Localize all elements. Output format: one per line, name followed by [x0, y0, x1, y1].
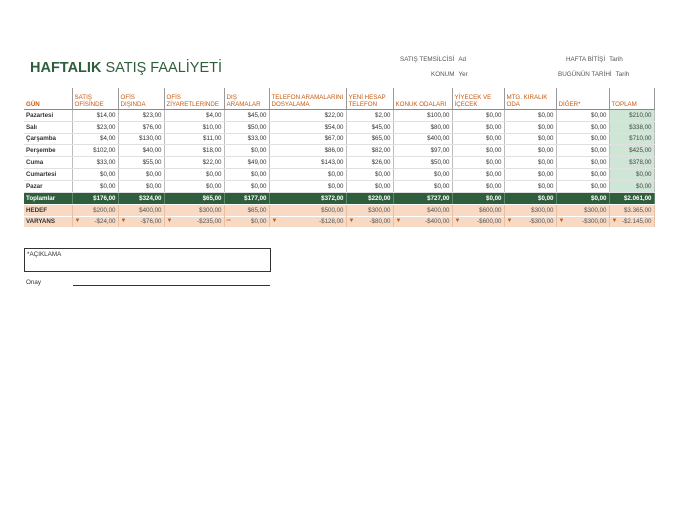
target-cell[interactable]: $400,00 [118, 205, 164, 216]
value-cell[interactable]: $400,00 [393, 133, 452, 145]
header-row [24, 88, 654, 110]
variance-value: -$80,00 [369, 218, 391, 226]
table-row [24, 180, 654, 192]
value-cell[interactable]: $97,00 [393, 145, 452, 157]
value-cell[interactable]: $67,00 [269, 133, 346, 145]
column-header: TELEFON ARAMALARINI DOSYALAMA [269, 88, 346, 110]
value-cell[interactable]: $4,00 [72, 133, 118, 145]
value-cell[interactable]: $0,00 [504, 110, 556, 122]
variance-cell [72, 216, 118, 227]
target-cell[interactable]: $300,00 [556, 205, 609, 216]
value-cell[interactable]: $33,00 [224, 133, 269, 145]
row-total-cell[interactable]: $710,00 [609, 133, 654, 145]
value-cell[interactable]: $0,00 [72, 168, 118, 180]
value-cell[interactable]: $18,00 [164, 145, 224, 157]
value-cell[interactable]: $0,00 [118, 168, 164, 180]
total-cell: $177,00 [224, 192, 269, 204]
variance-row [24, 216, 654, 227]
value-cell[interactable]: $0,00 [393, 180, 452, 192]
target-cell[interactable]: $65,00 [224, 205, 269, 216]
day-cell: Cumartesi [24, 168, 72, 180]
total-cell: $220,00 [346, 192, 393, 204]
today-field [558, 71, 629, 78]
day-cell: Pazartesi [24, 110, 72, 122]
value-cell[interactable]: $102,00 [72, 145, 118, 157]
column-header: DİĞER* [556, 88, 609, 110]
value-cell[interactable]: $0,00 [72, 180, 118, 192]
target-label: HEDEF [24, 205, 72, 216]
value-cell[interactable]: $45,00 [224, 110, 269, 122]
total-cell: $324,00 [118, 192, 164, 204]
variance-value: $0,00 [251, 218, 267, 226]
table-row [24, 157, 654, 169]
column-header: SATIŞ OFİSİNDE [72, 88, 118, 110]
target-table [24, 205, 655, 227]
column-header: OFİS ZİYARETLERİNDE [164, 88, 224, 110]
variance-cell [609, 216, 654, 227]
table-row [24, 133, 654, 145]
column-header: OFİS DIŞINDA [118, 88, 164, 110]
value-cell[interactable]: $0,00 [452, 145, 504, 157]
value-cell[interactable]: $23,00 [72, 121, 118, 133]
variance-value: -$235,00 [197, 218, 222, 226]
row-total-cell[interactable]: $210,00 [609, 110, 654, 122]
value-cell[interactable]: $2,00 [346, 110, 393, 122]
value-cell[interactable]: $0,00 [556, 180, 609, 192]
value-cell[interactable]: $0,00 [452, 110, 504, 122]
variance-value: -$300,00 [582, 218, 607, 226]
value-cell[interactable]: $0,00 [556, 168, 609, 180]
day-cell: Pazar [24, 180, 72, 192]
down-triangle-icon: ▼ [506, 218, 513, 225]
value-cell[interactable]: $0,00 [504, 180, 556, 192]
variance-cell [164, 216, 224, 227]
variance-cell [504, 216, 556, 227]
notes-box[interactable] [24, 248, 271, 272]
value-cell[interactable]: $0,00 [556, 145, 609, 157]
totals-label: Toplamlar [24, 192, 72, 204]
down-triangle-icon: ▼ [74, 218, 81, 225]
value-cell[interactable]: $86,00 [269, 145, 346, 157]
value-cell[interactable]: $0,00 [556, 110, 609, 122]
value-cell[interactable]: $55,00 [118, 157, 164, 169]
totals-row [24, 192, 654, 204]
value-cell[interactable]: $82,00 [346, 145, 393, 157]
value-cell[interactable]: $0,00 [118, 180, 164, 192]
value-cell[interactable]: $0,00 [504, 157, 556, 169]
value-cell[interactable]: $22,00 [269, 110, 346, 122]
target-cell[interactable]: $500,00 [269, 205, 346, 216]
row-total-cell[interactable]: $378,00 [609, 157, 654, 169]
down-triangle-icon: ▼ [166, 218, 173, 225]
value-cell[interactable]: $0,00 [164, 168, 224, 180]
value-cell[interactable]: $10,00 [164, 121, 224, 133]
column-header: MTG. KIRALIK ODA [504, 88, 556, 110]
down-triangle-icon: ▼ [395, 218, 402, 225]
value-cell[interactable]: $0,00 [224, 145, 269, 157]
value-cell[interactable]: $143,00 [269, 157, 346, 169]
value-cell[interactable]: $0,00 [346, 168, 393, 180]
value-cell[interactable]: $0,00 [269, 168, 346, 180]
value-cell[interactable]: $0,00 [556, 133, 609, 145]
total-cell: $65,00 [164, 192, 224, 204]
location-label: KONUM [431, 71, 455, 78]
value-cell[interactable]: $0,00 [556, 157, 609, 169]
target-cell[interactable]: $3.365,00 [609, 205, 654, 216]
variance-cell [269, 216, 346, 227]
target-cell[interactable]: $200,00 [72, 205, 118, 216]
value-cell[interactable]: $40,00 [118, 145, 164, 157]
value-cell[interactable]: $0,00 [504, 133, 556, 145]
value-cell[interactable]: $50,00 [224, 121, 269, 133]
value-cell[interactable]: $130,00 [118, 133, 164, 145]
total-cell: $372,00 [269, 192, 346, 204]
week-field [566, 56, 623, 63]
location-field [431, 71, 468, 78]
target-cell[interactable]: $300,00 [504, 205, 556, 216]
variance-value: -$400,00 [425, 218, 450, 226]
variance-label: VARYANS [24, 216, 72, 227]
variance-value: -$2.145,00 [621, 218, 652, 226]
approval-signature-line[interactable] [73, 285, 270, 286]
value-cell[interactable]: $0,00 [452, 180, 504, 192]
table-row [24, 121, 654, 133]
column-header: GÜN [24, 88, 72, 110]
week-value[interactable]: Tarih [609, 56, 623, 63]
table-row [24, 145, 654, 157]
total-cell: $2.061,00 [609, 192, 654, 204]
target-row [24, 205, 654, 216]
value-cell[interactable]: $76,00 [118, 121, 164, 133]
value-cell[interactable]: $0,00 [346, 180, 393, 192]
target-cell[interactable]: $300,00 [164, 205, 224, 216]
variance-cell [346, 216, 393, 227]
target-cell[interactable]: $600,00 [452, 205, 504, 216]
column-header: YİYECEK VE İÇECEK [452, 88, 504, 110]
rep-value[interactable]: Ad [458, 56, 467, 63]
row-total-cell[interactable]: $0,00 [609, 168, 654, 180]
value-cell[interactable]: $0,00 [452, 157, 504, 169]
variance-cell [393, 216, 452, 227]
value-cell[interactable]: $0,00 [452, 168, 504, 180]
value-cell[interactable]: $65,00 [346, 133, 393, 145]
value-cell[interactable]: $0,00 [556, 121, 609, 133]
value-cell[interactable]: $80,00 [393, 121, 452, 133]
rep-field [400, 56, 466, 63]
value-cell[interactable]: $26,00 [346, 157, 393, 169]
week-label: HAFTA BİTİŞİ [566, 56, 606, 63]
value-cell[interactable]: $0,00 [269, 180, 346, 192]
approval-label: Onay [26, 279, 42, 286]
day-cell: Perşembe [24, 145, 72, 157]
variance-value: -$76,00 [140, 218, 162, 226]
column-header: YENİ HESAP TELEFON [346, 88, 393, 110]
value-cell[interactable]: $14,00 [72, 110, 118, 122]
row-total-cell[interactable]: $0,00 [609, 180, 654, 192]
target-cell[interactable]: $300,00 [346, 205, 393, 216]
value-cell[interactable]: $0,00 [224, 180, 269, 192]
column-header: TOPLAM [609, 88, 654, 110]
value-cell[interactable]: $0,00 [504, 121, 556, 133]
value-cell[interactable]: $0,00 [504, 168, 556, 180]
target-cell[interactable]: $400,00 [393, 205, 452, 216]
value-cell[interactable]: $0,00 [452, 121, 504, 133]
location-value[interactable]: Yer [458, 71, 468, 78]
value-cell[interactable]: $45,00 [346, 121, 393, 133]
variance-value: -$128,00 [319, 218, 344, 226]
value-cell[interactable]: $100,00 [393, 110, 452, 122]
title-bold: HAFTALIK [30, 60, 102, 76]
value-cell[interactable]: $33,00 [72, 157, 118, 169]
variance-cell [452, 216, 504, 227]
value-cell[interactable]: $0,00 [164, 180, 224, 192]
down-triangle-icon: ▼ [611, 218, 618, 225]
value-cell[interactable]: $49,00 [224, 157, 269, 169]
table-row [24, 168, 654, 180]
value-cell[interactable]: $23,00 [118, 110, 164, 122]
table-row [24, 110, 654, 122]
variance-value: -$24,00 [94, 218, 116, 226]
day-cell: Çarşamba [24, 133, 72, 145]
sales-table [24, 88, 655, 204]
variance-value: -$600,00 [477, 218, 502, 226]
down-triangle-icon: ▼ [271, 218, 278, 225]
today-label: BUGÜNÜN TARİHİ [558, 71, 612, 78]
value-cell[interactable]: $54,00 [269, 121, 346, 133]
total-cell: $176,00 [72, 192, 118, 204]
value-cell[interactable]: $0,00 [504, 145, 556, 157]
column-header: DIŞ ARAMALAR [224, 88, 269, 110]
page-title [30, 60, 222, 76]
value-cell[interactable]: $22,00 [164, 157, 224, 169]
variance-cell [224, 216, 269, 227]
down-triangle-icon: ▼ [558, 218, 565, 225]
total-cell: $0,00 [452, 192, 504, 204]
total-cell: $0,00 [556, 192, 609, 204]
down-triangle-icon: ▼ [454, 218, 461, 225]
value-cell[interactable]: $0,00 [224, 168, 269, 180]
row-total-cell[interactable]: $338,00 [609, 121, 654, 133]
day-cell: Cuma [24, 157, 72, 169]
variance-cell [556, 216, 609, 227]
row-total-cell[interactable]: $425,00 [609, 145, 654, 157]
value-cell[interactable]: $0,00 [393, 168, 452, 180]
column-header: KONUK ODALARI [393, 88, 452, 110]
value-cell[interactable]: $50,00 [393, 157, 452, 169]
equal-icon: ═ [226, 218, 231, 225]
variance-value: -$300,00 [529, 218, 554, 226]
down-triangle-icon: ▼ [348, 218, 355, 225]
total-cell: $0,00 [504, 192, 556, 204]
title-rest: SATIŞ FAALİYETİ [105, 60, 223, 76]
total-cell: $727,00 [393, 192, 452, 204]
value-cell[interactable]: $0,00 [452, 133, 504, 145]
today-value[interactable]: Tarih [615, 71, 630, 78]
value-cell[interactable]: $4,00 [164, 110, 224, 122]
notes-label: *AÇIKLAMA [27, 251, 62, 258]
day-cell: Salı [24, 121, 72, 133]
variance-cell [118, 216, 164, 227]
rep-label: SATIŞ TEMSİLCİSİ [400, 56, 455, 63]
down-triangle-icon: ▼ [120, 218, 127, 225]
value-cell[interactable]: $11,00 [164, 133, 224, 145]
